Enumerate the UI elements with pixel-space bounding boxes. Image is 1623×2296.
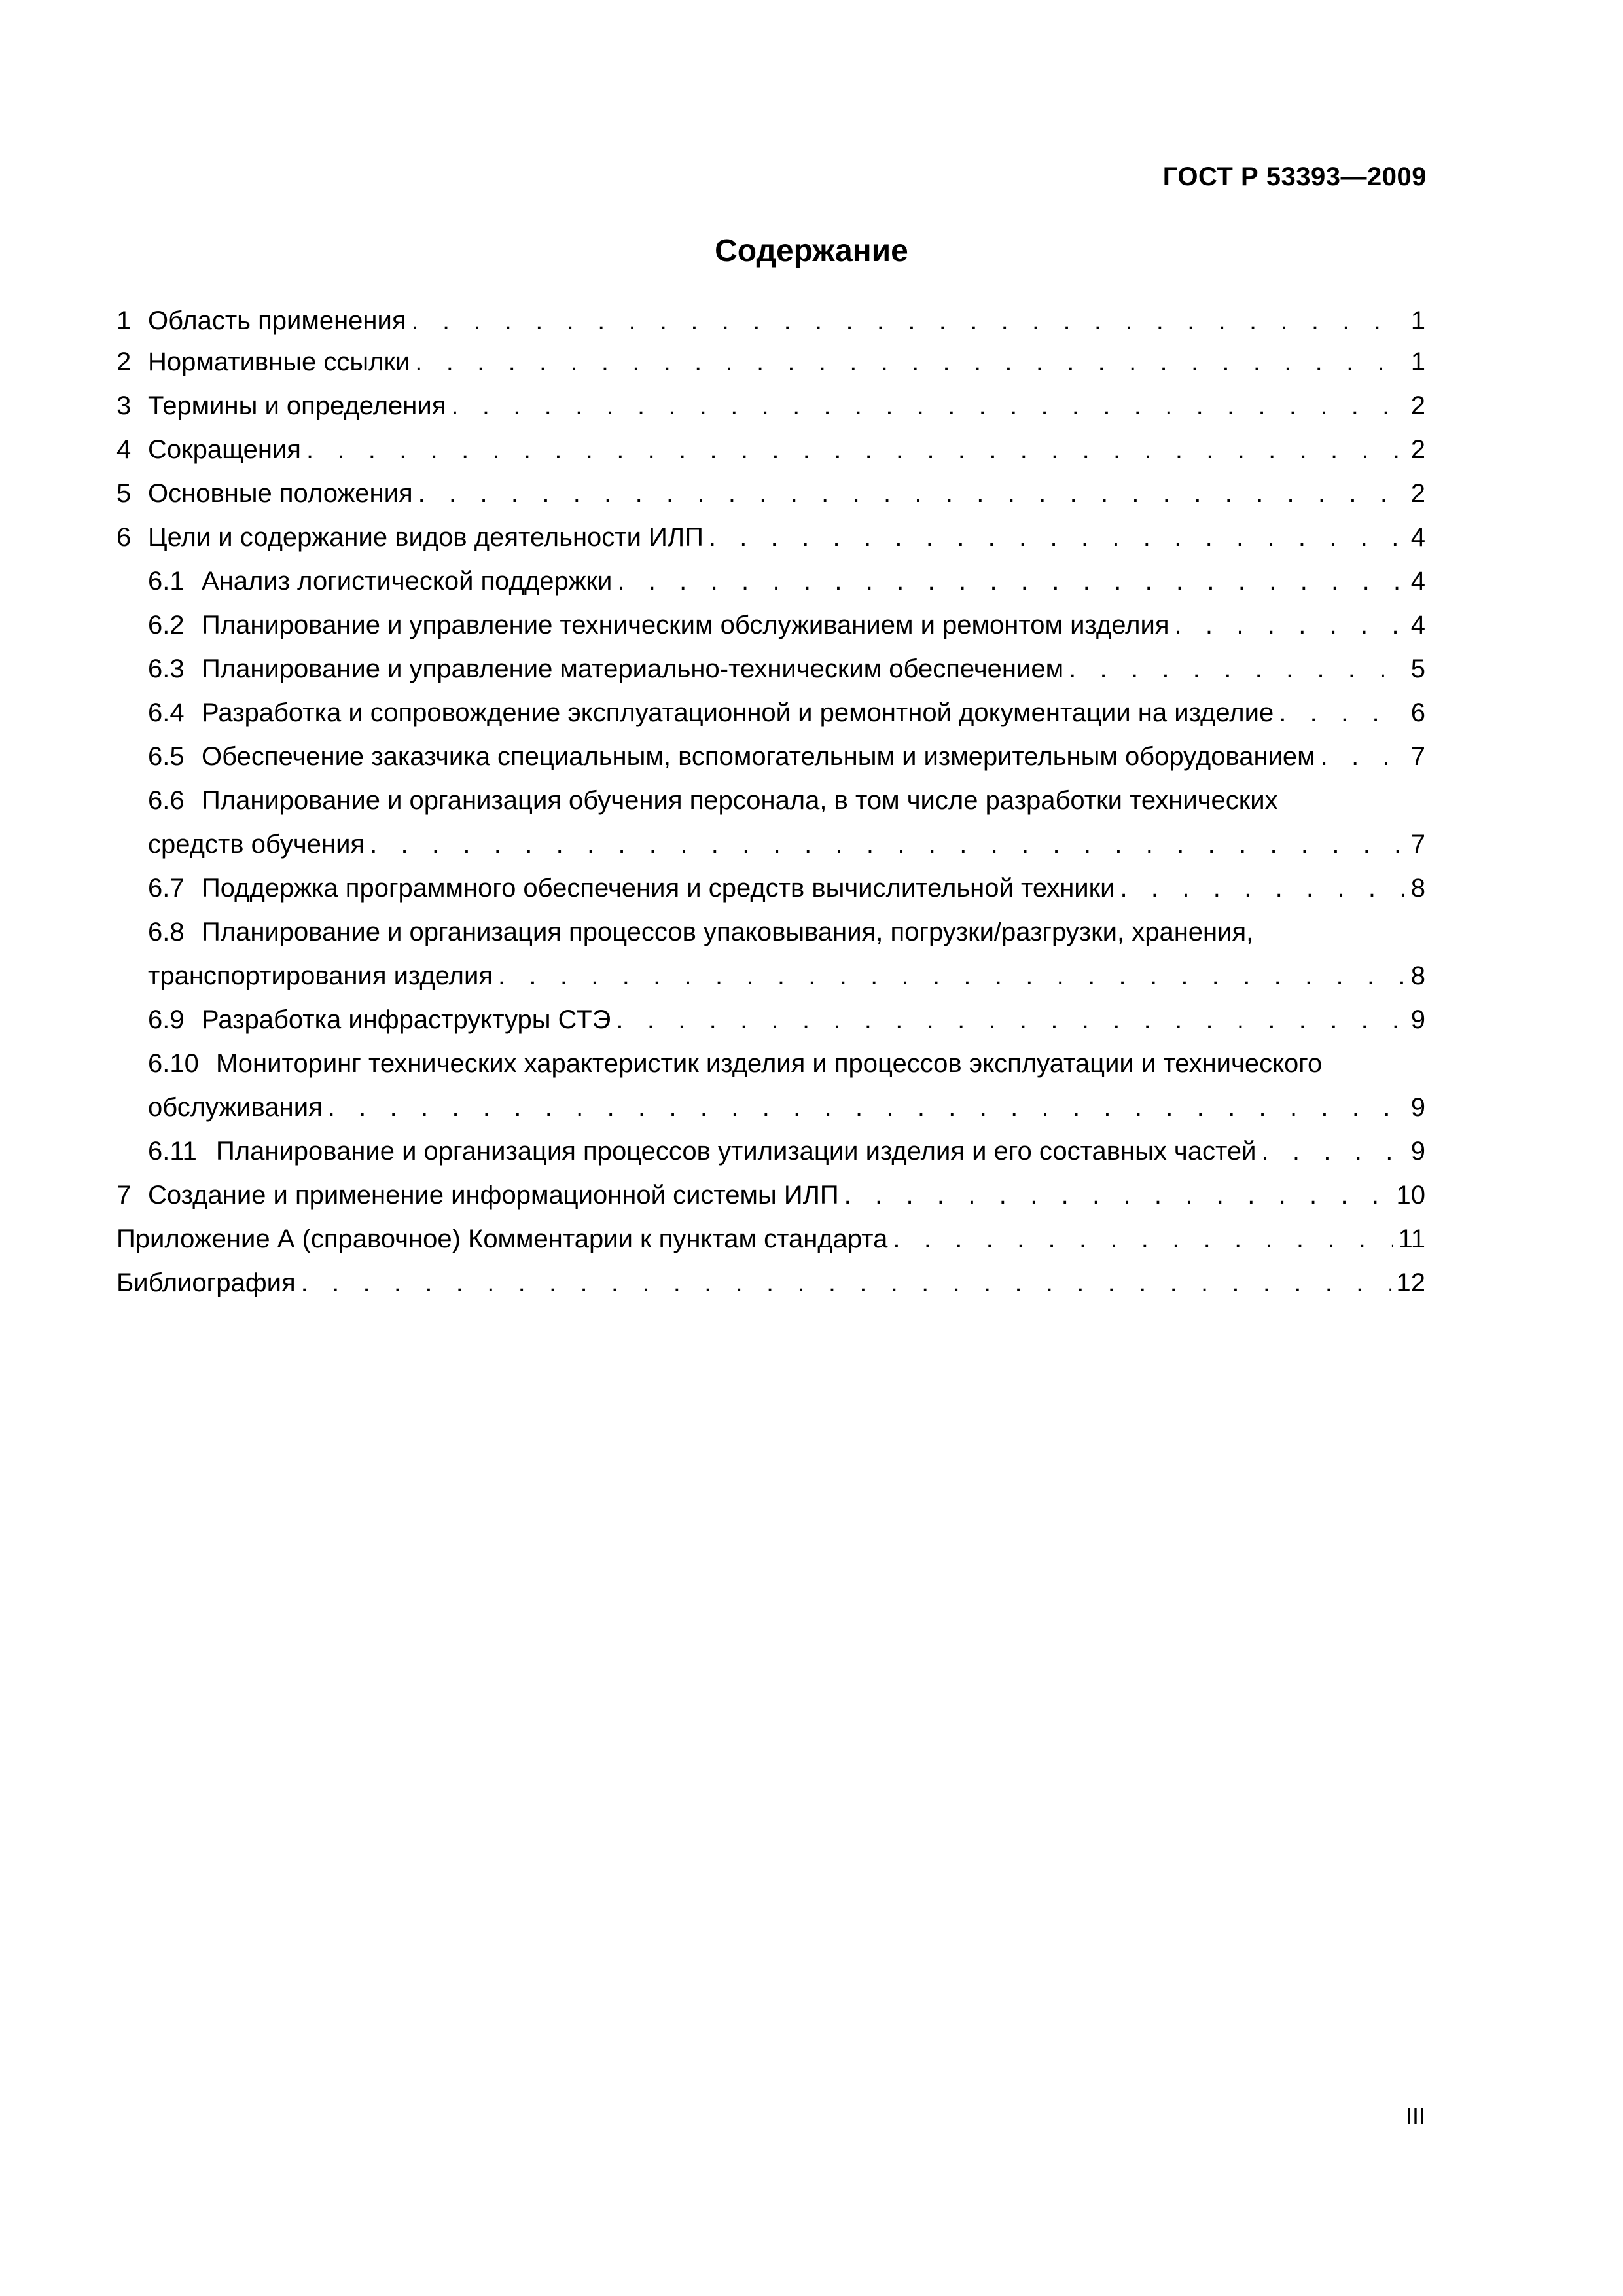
- toc-entry-line: [116, 735, 1425, 779]
- toc-entry-title: Нормативные ссылки: [148, 348, 410, 376]
- toc-entry[interactable]: [116, 910, 1425, 998]
- toc-leader-dots: [415, 340, 1404, 384]
- toc-leader-dots: [616, 998, 1404, 1042]
- toc-entry-line: [116, 1130, 1425, 1174]
- toc-entry-title: Приложение А (справочное) Комментарии к пунктам стандарта: [116, 1225, 888, 1253]
- toc-entry-number: 4: [116, 435, 132, 464]
- toc-entry-number: 6.6: [148, 786, 185, 815]
- toc-entry-title: обслуживания: [148, 1093, 323, 1122]
- toc-leader-dots: [370, 823, 1404, 867]
- table-of-contents: [116, 301, 1425, 1305]
- toc-entry-number: 6.5: [148, 742, 185, 771]
- toc-leader-dots: [617, 560, 1404, 603]
- toc-entry[interactable]: [116, 1042, 1425, 1130]
- toc-entry-line: [116, 1261, 1425, 1305]
- toc-entry[interactable]: [116, 428, 1425, 472]
- toc-entry-title: Область применения: [148, 306, 406, 335]
- toc-entry-number: 6.11: [148, 1137, 197, 1166]
- toc-entry[interactable]: [116, 1217, 1425, 1261]
- toc-entry-title: Библиография: [116, 1268, 296, 1297]
- toc-entry-number: 6.9: [148, 1005, 185, 1034]
- toc-entry-number: 2: [116, 348, 132, 376]
- toc-entry-page: 6: [1410, 698, 1425, 727]
- toc-entry[interactable]: [116, 691, 1425, 735]
- toc-entry-title: средств обучения: [148, 830, 365, 859]
- toc-entry-page: 10: [1396, 1181, 1425, 1210]
- toc-entry-title: Планирование и организация процессов утилизации изделия и его составных частей: [216, 1137, 1257, 1166]
- toc-entry-page: 2: [1410, 391, 1425, 420]
- toc-leader-dots: [301, 1261, 1391, 1305]
- toc-entry-line: [116, 1086, 1425, 1130]
- toc-entry-title: Разработка и сопровождение эксплуатационной и ремонтной документации на изделие: [202, 698, 1274, 727]
- toc-entry-page: 4: [1410, 567, 1425, 596]
- toc-leader-dots: [1261, 1130, 1404, 1174]
- toc-entry-title: Обеспечение заказчика специальным, вспомогательным и измерительным оборудованием: [202, 742, 1315, 771]
- toc-entry-number: 6.1: [148, 567, 185, 596]
- toc-entry-number: 1: [116, 306, 132, 335]
- toc-leader-dots: [328, 1086, 1404, 1130]
- toc-entry-line: [116, 472, 1425, 516]
- toc-entry[interactable]: [116, 516, 1425, 560]
- toc-entry-title: Планирование и управление техническим обслуживанием и ремонтом изделия: [202, 611, 1169, 639]
- toc-entry-line: [116, 954, 1425, 998]
- toc-leader-dots: [451, 384, 1404, 428]
- toc-leader-dots: [498, 954, 1404, 998]
- toc-entry-title: Анализ логистической поддержки: [202, 567, 613, 596]
- toc-entry-title: Создание и применение информационной системы ИЛП: [148, 1181, 839, 1210]
- toc-entry-line: [116, 1042, 1425, 1086]
- toc-entry[interactable]: [116, 1261, 1425, 1305]
- toc-entry-number: 5: [116, 479, 132, 508]
- toc-entry-line: [116, 867, 1425, 910]
- toc-leader-dots: [1279, 691, 1404, 735]
- toc-entry-number: 6.8: [148, 918, 185, 946]
- toc-entry-number: 6.2: [148, 611, 185, 639]
- toc-entry-line: [116, 340, 1425, 384]
- toc-leader-dots: [418, 472, 1404, 516]
- toc-entry-page: 4: [1410, 611, 1425, 639]
- toc-entry-page: 7: [1410, 830, 1425, 859]
- toc-entry-title: Планирование и управление материально-техническим обеспечением: [202, 655, 1064, 683]
- toc-entry-number: 6.3: [148, 655, 185, 683]
- toc-entry-title: Поддержка программного обеспечения и средств вычислительной техники: [202, 874, 1115, 903]
- toc-entry-page: 9: [1410, 1005, 1425, 1034]
- toc-entry-line: [116, 603, 1425, 647]
- toc-entry-number: 7: [116, 1181, 132, 1210]
- toc-entry-page: 8: [1410, 961, 1425, 990]
- toc-leader-dots: [1120, 867, 1405, 910]
- toc-entry-line: [116, 301, 1425, 340]
- toc-entry[interactable]: [116, 1174, 1425, 1217]
- toc-entry-page: 11: [1398, 1225, 1425, 1253]
- toc-entry-line: [116, 910, 1425, 954]
- toc-leader-dots: [844, 1174, 1391, 1217]
- toc-entry-line: [116, 647, 1425, 691]
- toc-entry-page: 5: [1410, 655, 1425, 683]
- toc-entry-line: [116, 428, 1425, 472]
- toc-entry-line: [116, 560, 1425, 603]
- toc-entry-page: 4: [1410, 523, 1425, 552]
- toc-leader-dots: [1175, 603, 1405, 647]
- toc-entry-line: [116, 691, 1425, 735]
- toc-entry-page: 7: [1410, 742, 1425, 771]
- toc-entry[interactable]: [116, 603, 1425, 647]
- toc-entry-page: 12: [1396, 1268, 1425, 1297]
- toc-entry-title: транспортирования изделия: [148, 961, 493, 990]
- toc-entry-page: 9: [1410, 1137, 1425, 1166]
- toc-leader-dots: [893, 1217, 1393, 1261]
- toc-entry-line: [116, 779, 1425, 823]
- document-code: ГОСТ Р 53393—2009: [1162, 162, 1427, 191]
- toc-leader-dots: [1321, 735, 1404, 779]
- toc-entry[interactable]: [116, 1130, 1425, 1174]
- toc-entry-line: [116, 516, 1425, 560]
- toc-entry-page: 1: [1410, 348, 1425, 376]
- toc-title: Содержание: [715, 234, 908, 268]
- toc-entry-line: [116, 998, 1425, 1042]
- toc-entry-title: Цели и содержание видов деятельности ИЛП: [148, 523, 704, 552]
- toc-entry-page: 8: [1410, 874, 1425, 903]
- toc-entry[interactable]: [116, 472, 1425, 516]
- toc-entry-number: 6.4: [148, 698, 185, 727]
- toc-entry-page: 1: [1410, 306, 1425, 335]
- toc-entry[interactable]: [116, 998, 1425, 1042]
- toc-leader-dots: [412, 301, 1404, 340]
- toc-entry-number: 6.10: [148, 1049, 199, 1078]
- toc-entry-title: Мониторинг технических характеристик изделия и процессов эксплуатации и технического: [216, 1049, 1323, 1078]
- toc-entry[interactable]: [116, 779, 1425, 867]
- toc-entry-page: 9: [1410, 1093, 1425, 1122]
- toc-entry-title: Разработка инфраструктуры СТЭ: [202, 1005, 611, 1034]
- toc-leader-dots: [1069, 647, 1404, 691]
- toc-entry-line: [116, 823, 1425, 867]
- toc-entry-line: [116, 1217, 1425, 1261]
- toc-entry[interactable]: [116, 340, 1425, 384]
- toc-entry[interactable]: [116, 867, 1425, 910]
- toc-entry[interactable]: [116, 647, 1425, 691]
- toc-entry[interactable]: [116, 301, 1425, 340]
- toc-entry-number: 6: [116, 523, 132, 552]
- toc-entry-number: 3: [116, 391, 132, 420]
- toc-entry-title: Термины и определения: [148, 391, 446, 420]
- toc-entry[interactable]: [116, 735, 1425, 779]
- page-number: III: [1405, 2102, 1425, 2129]
- toc-entry-page: 2: [1410, 435, 1425, 464]
- toc-entry[interactable]: [116, 384, 1425, 428]
- toc-entry-title: Планирование и организация процессов упаковывания, погрузки/разгрузки, хранения,: [202, 918, 1254, 946]
- toc-leader-dots: [306, 428, 1404, 472]
- toc-entry-title: Основные положения: [148, 479, 413, 508]
- toc-entry-title: Сокращения: [148, 435, 301, 464]
- toc-entry-line: [116, 384, 1425, 428]
- toc-entry-page: 2: [1410, 479, 1425, 508]
- toc-leader-dots: [709, 516, 1404, 560]
- toc-entry-title: Планирование и организация обучения персонала, в том числе разработки технических: [202, 786, 1278, 815]
- toc-entry-line: [116, 1174, 1425, 1217]
- toc-entry-number: 6.7: [148, 874, 185, 903]
- toc-entry[interactable]: [116, 560, 1425, 603]
